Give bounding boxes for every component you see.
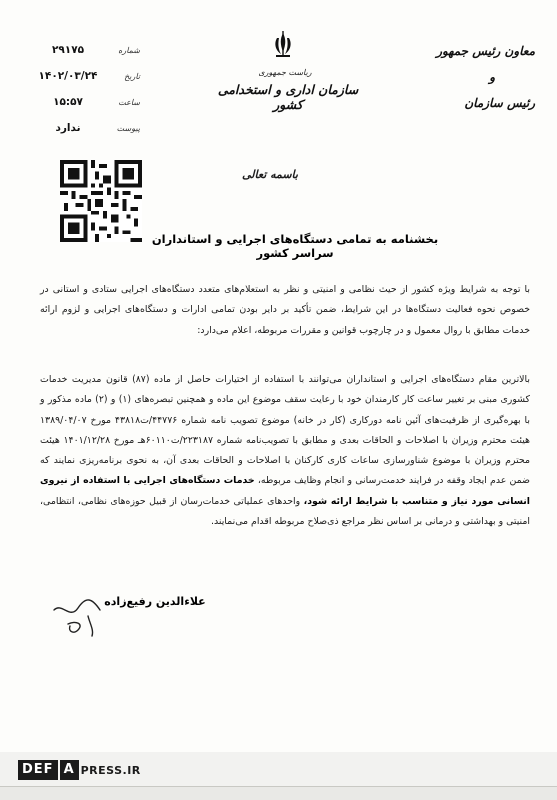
addressee-block <box>425 38 535 116</box>
meta-label: تاریخ <box>124 72 140 81</box>
handwritten-signature <box>48 580 128 640</box>
meta-row-number <box>30 44 140 70</box>
letter-attachment: ندارد <box>55 122 81 134</box>
iran-emblem-icon <box>270 30 296 60</box>
paragraph-intro: با توجه به شرایط ویژه کشور از حیث نظامی و امنیتی و نظر به استعلام‌های متعدد دستگاه‌های اجرایی ستادی و استانی در خصوص نحوه فعالیت دستگاه‌ها در این شرایط، ضمن تأکید بر دایر بودن تمامی ادارات و دستگاه‌های اجرایی و لزوم ارائه خدمات مطابق با روال معمول و در چارچوب قوانین و مقررات مربوطه، اعلام می‌دارد: <box>40 284 530 336</box>
signer-name: علاءالدین رفیع‌زاده <box>104 595 206 608</box>
paragraph-main-part-2: واحدهای عملیاتی خدمات‌رسان از قبیل حوزه‌های نظامی، انتظامی، امنیتی و بهداشتی و درمانی بر اساس نظر مراجع ذی‌صلاح مربوطه اقدام می‌نمایند. <box>40 495 530 528</box>
watermark-logo-part-3: PRESS.IR <box>80 763 141 777</box>
addressee-line-1: معاون رئیس جمهور <box>436 44 535 58</box>
qr-code-icon <box>60 160 142 242</box>
watermark-logo-part-1: DEF <box>18 760 58 780</box>
addressee-line-2: و <box>489 70 495 84</box>
meta-row-attachment <box>30 122 140 148</box>
defapress-watermark <box>18 760 141 780</box>
letter-date: ۱۴۰۲/۰۳/۲۴ <box>38 70 98 82</box>
footer-bar <box>0 787 557 800</box>
circular-title: بخشنامه به تمامی دستگاه‌های اجرایی و استانداران سراسر کشور <box>151 232 439 260</box>
paragraph-main-emphasis: خدمات دستگاه‌های اجرایی با استفاده از نیروی انسانی مورد نیاز و متناسب با شرایط ارائه شود، <box>40 475 530 507</box>
salutation: باسمه تعالی <box>242 168 298 181</box>
paragraph-main <box>40 370 530 532</box>
meta-label: شماره <box>118 46 140 55</box>
addressee-line-3: رئیس سازمان <box>464 96 535 110</box>
meta-row-date <box>30 70 140 96</box>
watermark-logo-part-2: A <box>60 760 79 780</box>
meta-label: پیوست <box>116 124 140 133</box>
letter-time: ۱۵:۵۷ <box>53 96 83 108</box>
letter-meta <box>30 44 140 148</box>
org-name: سازمان اداری و استخدامی کشور <box>217 82 359 112</box>
org-subtitle: ریاست جمهوری <box>258 68 312 77</box>
meta-label: ساعت <box>118 98 140 107</box>
paragraph-main-part-1: بالاترین مقام دستگاه‌های اجرایی و استانداران می‌توانند با استفاده از اختیارات حاصل از ماده (۸۷) قانون مدیریت خدمات کشوری مبنی بر تغییر ساعت کار کارمندان خود با رعایت سقف موضوع این ماده و همچنین تبصره‌های (۱) و (۲) ماده مذکور و با بهره‌گیری از ظرفیت‌های آئین نامه دورکاری (کار در خانه) موضوع تصویب نامه شماره ۴۴۷۷۶/ت۴۳۸۱۸ مورخ ۱۳۸۹/۰۴/۰۷ هیئت محترم وزیران با اصلاحات و الحاقات بعدی و مطابق با تصویب‌نامه شماره ۲۲۳۱۸۷/ت۶۰۱۱۰هـ مورخ ۱۴۰۱/۱۲/۲۸ هیئت محترم وزیران با موضوع شناورسازی ساعات کاری کارکنان با اصلاحات و الحاقات بعدی آن، به نحوی برنامه‌ریزی نمایند که ضمن عدم ایجاد وقفه در فرایند خدمت‌رسانی و انجام وظایف مربوطه، <box>40 374 531 487</box>
letter-number: ۲۹۱۷۵ <box>51 44 85 56</box>
meta-row-time <box>30 96 140 122</box>
